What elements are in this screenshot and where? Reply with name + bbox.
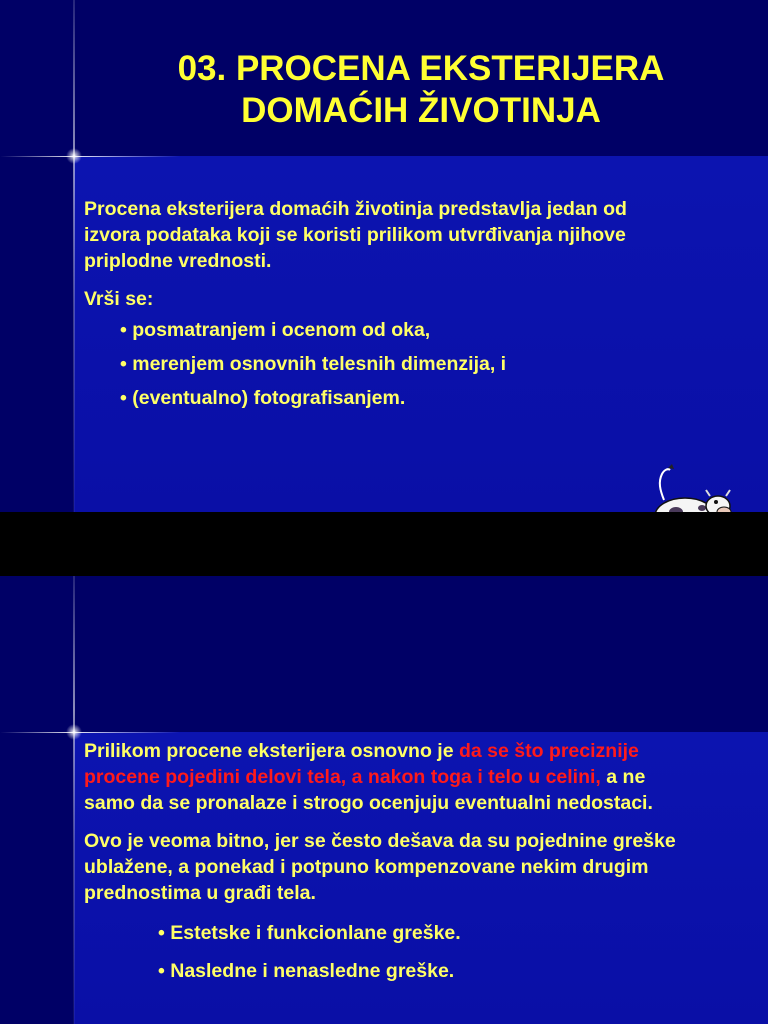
highlight-text: procene pojedini delovi tela, a nakon toga i telo u celini, [84, 766, 601, 788]
error-types-list [158, 914, 461, 990]
text-span: a ne [600, 766, 646, 788]
paragraph-line: Ovo je veoma bitno, jer se često dešava da su pojednine greške [84, 830, 676, 852]
intro-line: Procena eksterijera domaćih životinja predstavlja jedan od [84, 198, 627, 220]
highlight-text: da se što preciznije [458, 740, 639, 762]
decor-horizontal-line [0, 732, 180, 733]
paragraph-line [84, 738, 653, 764]
slide-2 [0, 576, 768, 1024]
sparkle-icon [66, 724, 82, 740]
decor-vertical-line [73, 576, 75, 1024]
method-heading: Vrši se: [84, 288, 154, 310]
text-span: Prilikom procene eksterijera osnovno je [84, 740, 459, 762]
intro-paragraph [84, 196, 627, 274]
list-item: • Estetske i funkcionlane greške. [158, 922, 461, 944]
list-item: • posmatranjem i ocenom od oka, [120, 319, 431, 341]
paragraph-line: samo da se pronalaze i strogo ocenjuju eventualni nedostaci. [84, 792, 653, 814]
paragraph-line: prednostima u građi tela. [84, 882, 316, 904]
intro-line: priplodne vrednosti. [84, 250, 272, 272]
decor-horizontal-line [0, 156, 180, 157]
list-item: • merenjem osnovnih telesnih dimenzija, i [120, 353, 507, 375]
intro-line: izvora podataka koji se koristi prilikom utvrđivanja njihove [84, 224, 626, 246]
paragraph-2 [84, 828, 676, 906]
paragraph-line: ublažene, a ponekad i potpuno kompenzovane nekim drugim [84, 856, 649, 878]
cartoon-cow-icon [640, 460, 750, 512]
title-line-2: DOMAĆIH ŽIVOTINJA [241, 91, 601, 130]
title-line-1: 03. PROCENA EKSTERIJERA [177, 49, 665, 88]
sparkle-icon [66, 148, 82, 164]
list-item: • (eventualno) fotografisanjem. [120, 387, 406, 409]
paragraph-1 [84, 738, 653, 816]
method-list [120, 313, 506, 415]
paragraph-line [84, 764, 653, 790]
list-item: • Nasledne i nenasledne greške. [158, 960, 455, 982]
slide-title [74, 48, 768, 132]
